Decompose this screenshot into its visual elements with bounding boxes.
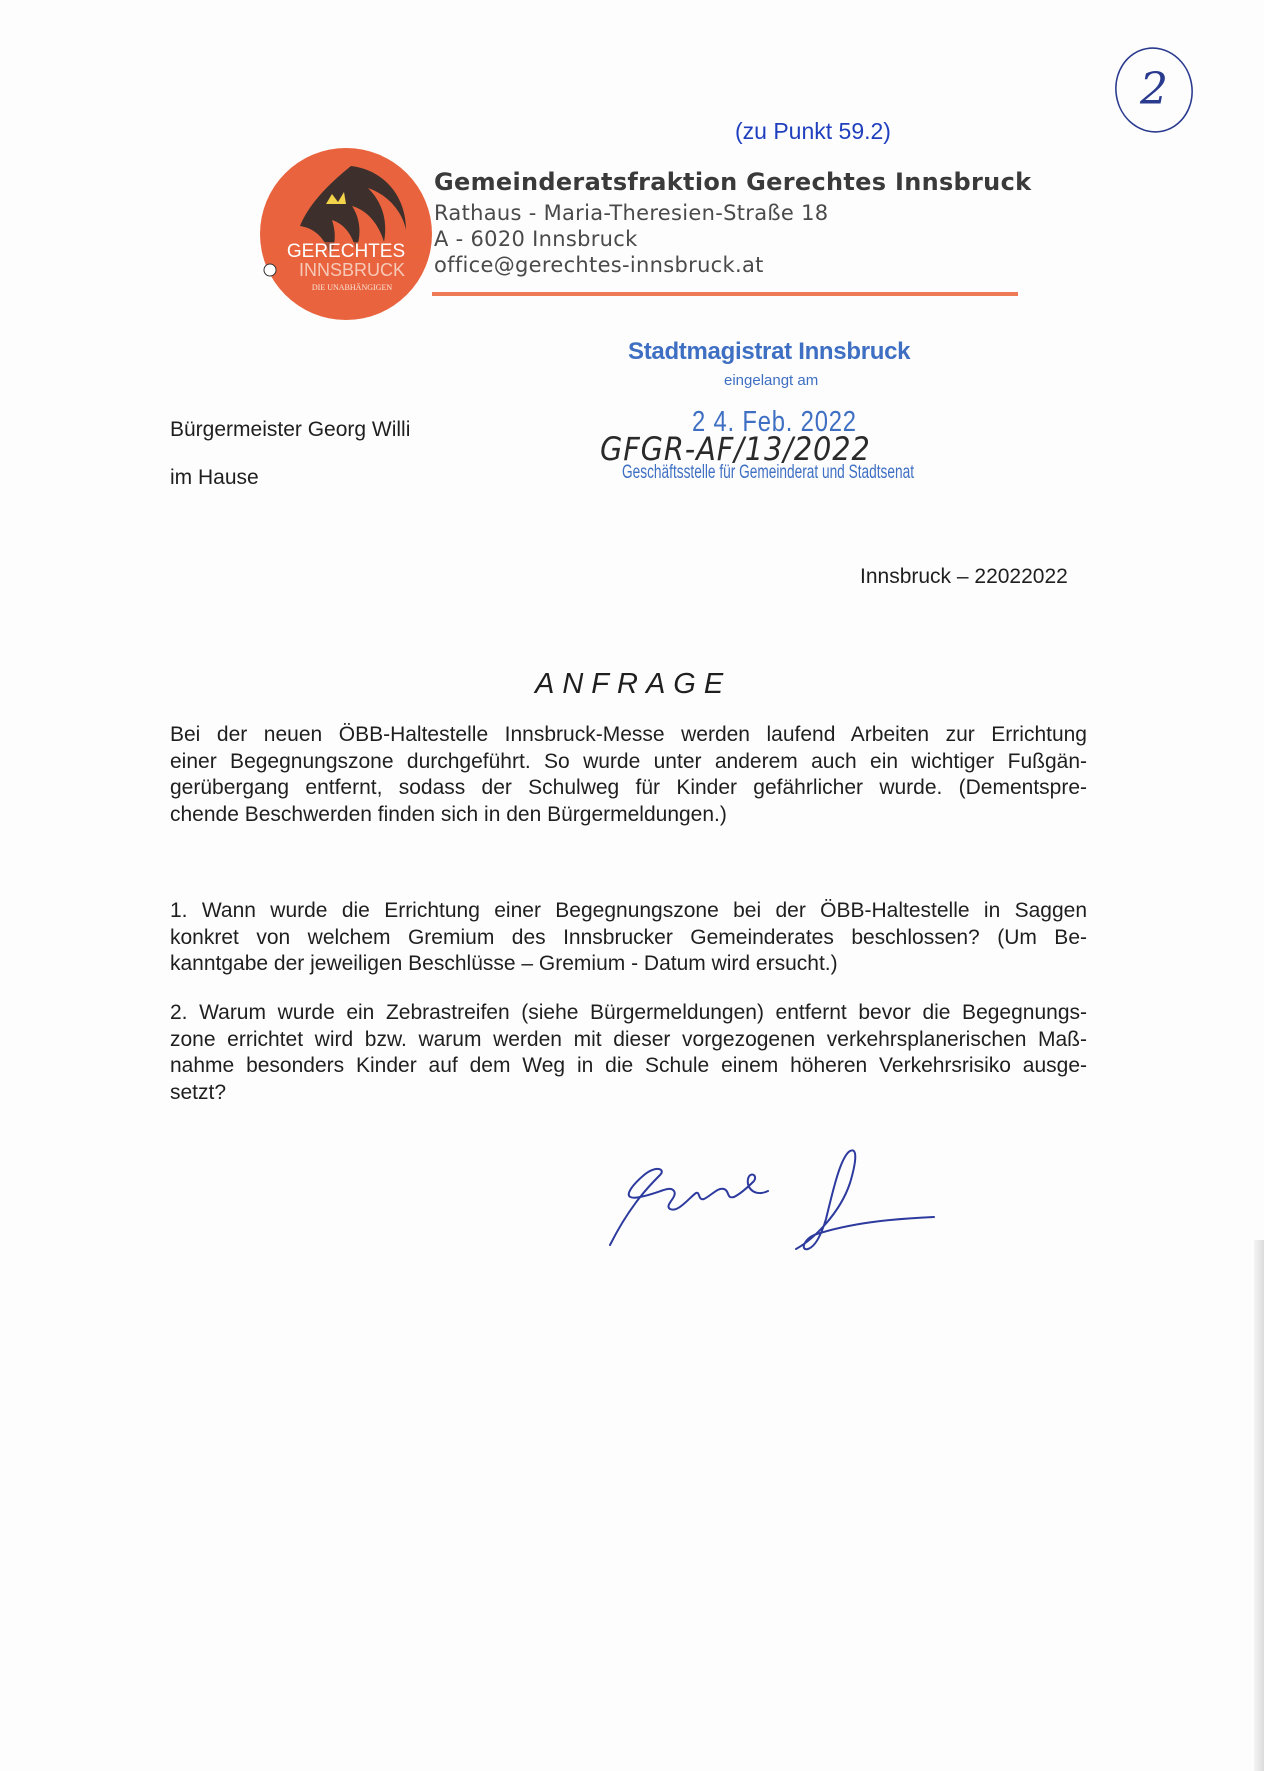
paragraph-line: zone errichtet wird bzw. warum werden mit dieser vorgezogenen verkehrsplanerischen Maß- [170, 1027, 1087, 1051]
receipt-stamp [600, 338, 930, 498]
stamp-footer: Geschäftsstelle für Gemeinderat und Stadtsenat [622, 462, 915, 483]
question-1 [170, 898, 1087, 978]
page-edge-shadow [1254, 1240, 1264, 1771]
svg-text:DIE UNABHÄNGIGEN: DIE UNABHÄNGIGEN [311, 283, 393, 292]
stamp-subtitle: eingelangt am [724, 372, 819, 389]
paragraph-line: 2. Warum wurde ein Zebrastreifen (siehe Bürgermeldungen) entfernt bevor die Begegnungs- [170, 1001, 1087, 1024]
recipient-name: Bürgermeister Georg Willi [170, 418, 411, 441]
circled-number-annotation [1104, 40, 1204, 140]
paragraph-line: konkret von welchem Gremium des Innsbrucker Gemeinderates beschlossen? (Um Be- [170, 925, 1087, 949]
paragraph-line: gerübergang entfernt, sodass der Schulweg für Kinder gefährlicher wurde. (Dementspre- [170, 776, 1087, 799]
eagle-logo-icon [256, 146, 436, 322]
intro-paragraph [170, 722, 1087, 828]
svg-text:INNSBRUCK: INNSBRUCK [298, 260, 406, 280]
paragraph-line: nahme besonders Kinder auf dem Weg in die Schule einem höheren Verkehrsrisiko ausge- [170, 1054, 1087, 1077]
address-street: Rathaus - Maria-Theresien-Straße 18 [434, 201, 829, 225]
paragraph-line: kanntgabe der jeweiligen Beschlüsse – Gremium - Datum wird ersucht.) [170, 952, 838, 975]
handwritten-file-number: GFGR-AF/13/2022 [600, 430, 871, 468]
paragraph-line: 1. Wann wurde die Errichtung einer Begegnungszone bei der ÖBB-Haltestelle in Saggen [170, 899, 1087, 922]
svg-text:2: 2 [1140, 64, 1168, 115]
svg-text:GERECHTES: GERECHTES [286, 241, 406, 262]
handwritten-signature-icon [600, 1135, 940, 1255]
stamp-date: 2 4. Feb. 2022 [692, 406, 857, 438]
paragraph-line: einer Begegnungszone durchgeführt. So wurde unter anderem auch ein wichtiger Fußgän- [170, 749, 1087, 773]
question-2 [170, 1000, 1087, 1106]
paragraph-line: setzt? [170, 1080, 227, 1104]
recipient-location: im Hause [170, 466, 259, 489]
letterhead-divider [432, 292, 1018, 296]
organization-name: Gemeinderatsfraktion Gerechtes Innsbruck [434, 168, 1032, 196]
paragraph-line: Bei der neuen ÖBB-Haltestelle Innsbruck-Messe werden laufend Arbeiten zur Errichtung [170, 723, 1087, 746]
organization-email: office@gerechtes-innsbruck.at [434, 253, 764, 277]
place-date: Innsbruck – 22022022 [860, 565, 1068, 588]
address-city: A - 6020 Innsbruck [434, 227, 638, 251]
document-title: ANFRAGE [535, 668, 732, 700]
letterhead-address [434, 168, 1031, 278]
stamp-title: Stadtmagistrat Innsbruck [628, 338, 911, 365]
paragraph-line: chende Beschwerden finden sich in den Bürgermeldungen.) [170, 802, 727, 826]
reference-note: (zu Punkt 59.2) [735, 118, 891, 144]
